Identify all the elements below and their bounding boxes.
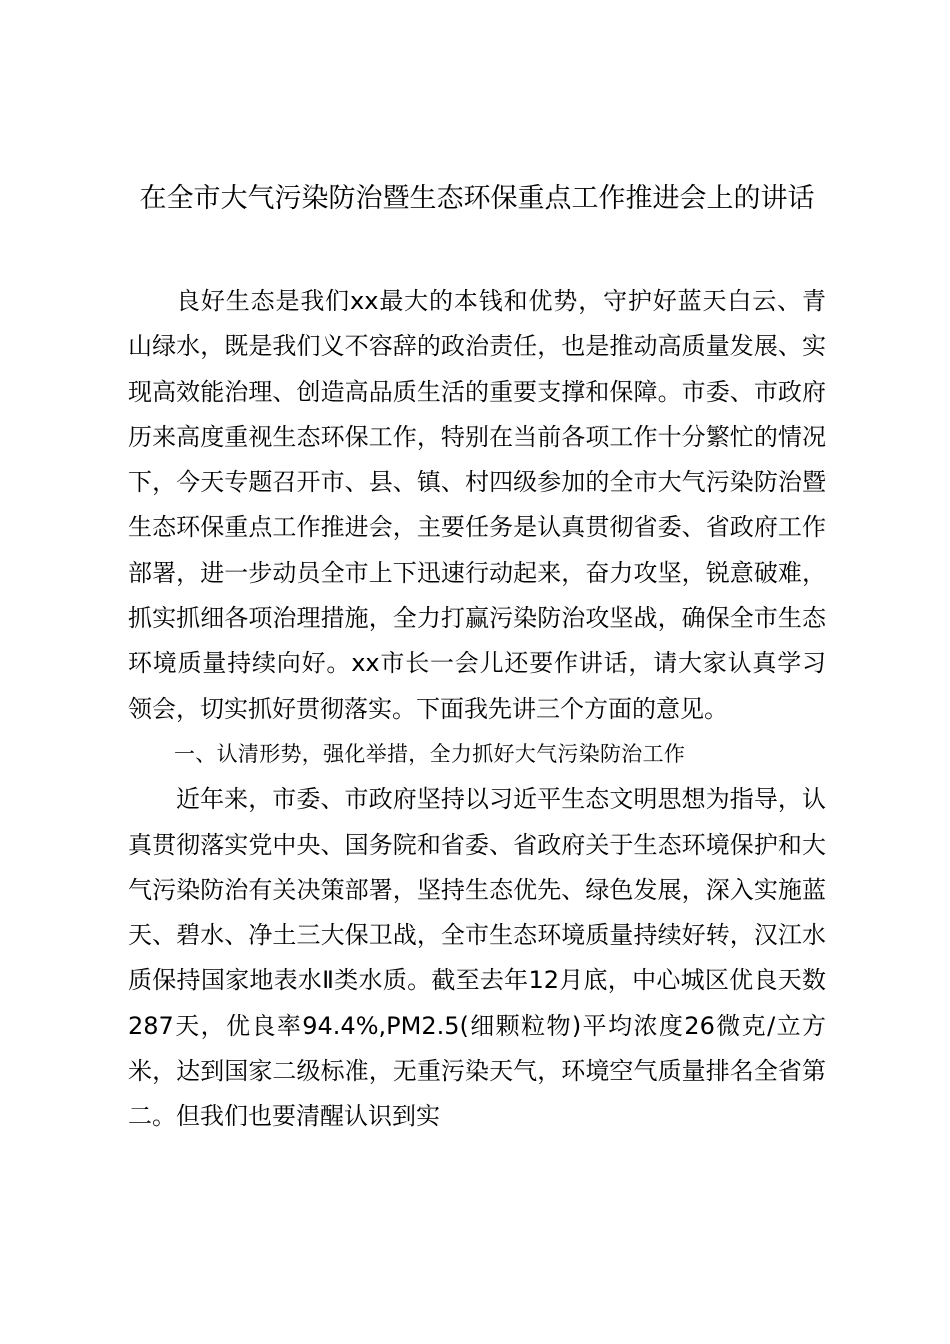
document-title: 在全市大气污染防治暨生态环保重点工作推进会上的讲话 bbox=[139, 183, 815, 214]
paragraph-intro: 良好生态是我们xx最大的本钱和优势，守护好蓝天白云、青山绿水，既是我们义不容辞的政治责任，也是推动高质量发展、实现高效能治理、创造高品质生活的重要支撑和保障。市委、市政府历来高度重视生态环保工作，特别在当前各项工作十分繁忙的情况下，今天专题召开市、县、镇、村四级参加的全市大气污染防治暨生态环保重点工作推进会，主要任务是认真贯彻省委、省政府工作部署，进一步动员全市上下迅速行动起来，奋力攻坚，锐意破难，抓实抓细各项治理措施，全力打赢污染防治攻坚战，确保全市生态环境质量持续向好。xx市长一会儿还要作讲话，请大家认真学习领会，切实抓好贯彻落实。下面我先讲三个方面的意见。 bbox=[128, 287, 826, 723]
paragraph-section-1: 近年来，市委、市政府坚持以习近平生态文明思想为指导，认真贯彻落实党中央、国务院和省委、省政府关于生态环境保护和大气污染防治有关决策部署，坚持生态优先、绿色发展，深入实施蓝天、碧水、净土三大保卫战，全市生态环境质量持续好转，汉江水质保持国家地表水Ⅱ类水质。截至去年12月底，中心城区优良天数287天，优良率94.4%,PM2.5(细颗粒物)平均浓度26微克/立方米，达到国家二级标准，无重污染天气，环境空气质量排名全省第二。但我们也要清醒认识到实 bbox=[128, 785, 826, 1131]
document-body bbox=[128, 279, 826, 1140]
section-heading-1: 一、认清形势，强化举措，全力抓好大气污染防治工作 bbox=[174, 741, 686, 766]
